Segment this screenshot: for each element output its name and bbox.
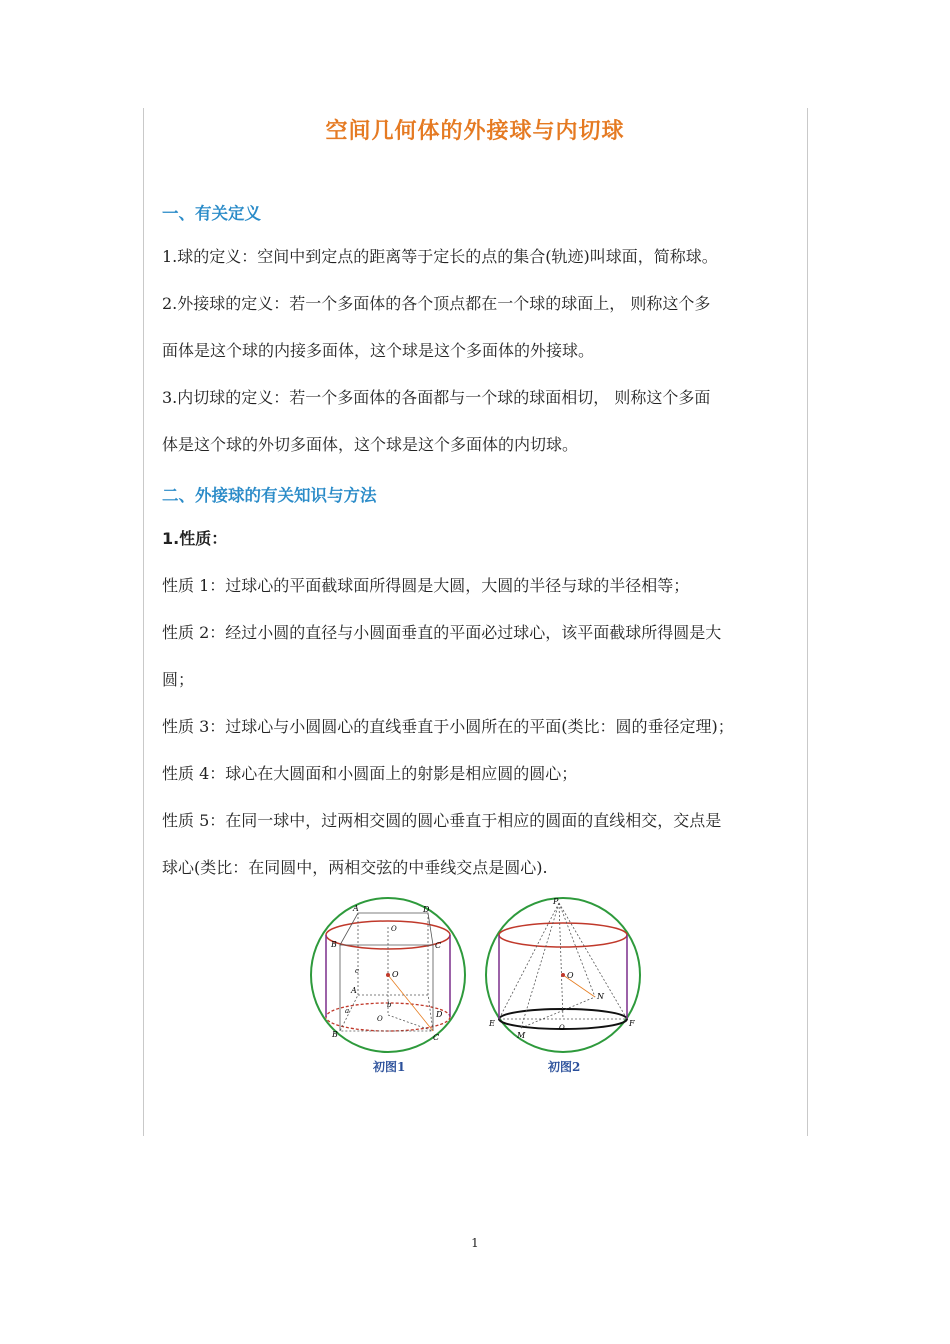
- figure-1-caption: 初图1: [373, 1060, 406, 1074]
- property-3: 性质 3：过球心与小圆圆心的直线垂直于小圆所在的平面(类比：圆的垂径定理)；: [162, 717, 734, 736]
- figures: [303, 895, 648, 1080]
- definition-3-line-1: 3.内切球的定义：若一个多面体的各面都与一个球的球面相切， 则称这个多面: [162, 388, 711, 407]
- label-c-bottom: C: [433, 1033, 440, 1042]
- label-o2: O: [391, 925, 397, 933]
- label-e: E: [489, 1019, 495, 1028]
- label-n: N: [597, 992, 604, 1001]
- label-a1: A: [353, 904, 359, 913]
- property-5-line-1: 性质 5：在同一球中，过两相交圆的圆心垂直于相应的圆面的直线相交，交点是: [162, 811, 722, 830]
- label-f: F: [629, 1019, 635, 1028]
- label-d: D: [436, 1010, 443, 1019]
- definition-1: 1.球的定义：空间中到定点的距离等于定长的点的集合(轨迹)叫球面，简称球。: [162, 247, 718, 266]
- label-o1: O: [559, 1024, 565, 1032]
- label-c: c: [355, 967, 359, 975]
- label-d1: D: [423, 905, 430, 914]
- label-a: A: [351, 986, 357, 995]
- label-m: M: [517, 1031, 526, 1040]
- property-4: 性质 4：球心在大圆面和小圆面上的射影是相应圆的圆心；: [162, 764, 578, 783]
- figure-2-caption: 初图2: [548, 1060, 581, 1074]
- definition-2-line-2: 面体是这个球的内接多面体，这个球是这个多面体的外接球。: [162, 341, 595, 360]
- label-b-lower: b: [387, 1001, 392, 1009]
- label-o: O: [567, 971, 574, 980]
- label-a-lower: a: [345, 1007, 350, 1015]
- definition-2-line-1: 2.外接球的定义：若一个多面体的各个顶点都在一个球的球面上， 则称这个多: [162, 294, 711, 313]
- property-1: 性质 1：过球心的平面截球面所得圆是大圆，大圆的半径与球的半径相等；: [162, 576, 690, 595]
- label-o1: O: [377, 1015, 383, 1023]
- label-o: O: [392, 970, 399, 979]
- label-c1: C: [435, 941, 442, 950]
- page-title: 空间几何体的外接球与内切球: [325, 119, 625, 144]
- label-p: P: [553, 897, 559, 906]
- figure-2-cone-in-sphere: [483, 895, 653, 1055]
- section-heading-circumscribed: 二、外接球的有关知识与方法: [162, 486, 377, 505]
- property-2-line-2: 圆；: [162, 670, 195, 689]
- properties-heading: 1.性质：: [162, 529, 228, 548]
- label-b1: B: [331, 940, 337, 949]
- page-number: 1: [471, 1236, 479, 1250]
- property-2-line-1: 性质 2：经过小圆的直径与小圆面垂直的平面必过球心，该平面截球所得圆是大: [162, 623, 722, 642]
- label-b: B: [332, 1030, 338, 1039]
- section-heading-definitions: 一、有关定义: [162, 204, 261, 223]
- property-5-line-2: 球心(类比：在同圆中，两相交弦的中垂线交点是圆心).: [162, 858, 548, 877]
- figure-1-prism-in-sphere: [303, 895, 478, 1055]
- definition-3-line-2: 体是这个球的外切多面体，这个球是这个多面体的内切球。: [162, 435, 579, 454]
